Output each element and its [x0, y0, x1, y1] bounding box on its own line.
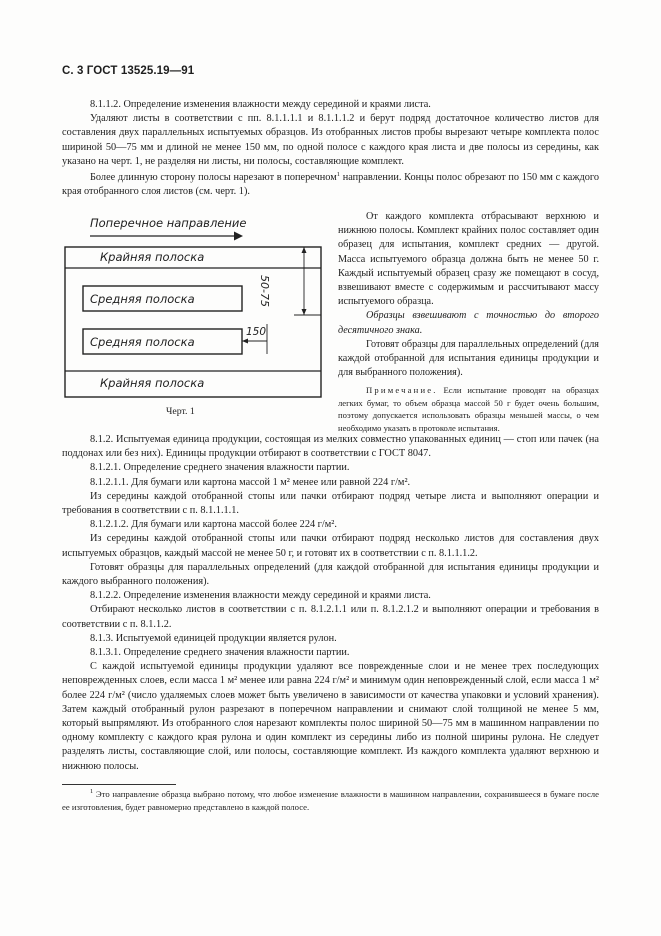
middle-strip-1-label: Средняя полоска — [90, 292, 195, 306]
paragraph: Готовят образцы для параллельных определений (для каждой отобранной для испытания единицы продукции и каждого выбранного положения). — [62, 561, 599, 588]
edge-strip-bottom-label: Крайняя полоска — [100, 376, 205, 390]
paragraph: Образцы взвешивают с точностью до второго десятичного знака. — [338, 310, 599, 336]
note — [338, 384, 599, 434]
paragraph: 8.1.2.1.2. Для бумаги или картона массой более 224 г/м². — [90, 519, 337, 531]
note-label: Примечание. — [366, 385, 438, 396]
text-run: Это направление образца выбрано потому, что любое изменение влажности в машинном направлении, сохранившееся в бумаге после ее изготовления, будет равномерно представлено в каждой полосе. — [62, 789, 599, 812]
paragraph: Из середины каждой отобранной стопы или пачки отбирают подряд несколько листов для составления двух испытуемых образцов, каждый массой не менее 50 г, и готовят их в соответствии с п. 8.1.1.1.2. — [62, 533, 599, 559]
figure-1 — [62, 214, 328, 414]
footnote — [62, 788, 599, 813]
paragraph: 8.1.1.2. Определение изменения влажности между серединой и краями листа. — [90, 99, 431, 110]
arrow-head — [234, 232, 243, 241]
paragraph: 8.1.2.2. Определение изменения влажности между серединой и краями листа. — [90, 590, 431, 602]
footnote-marker: 1 — [90, 788, 94, 795]
text-run: направлении. Концы полос обрезают по 150 мм с каждого края отобранного слоя листов (см. черт. 1). — [62, 172, 599, 198]
paragraph: 8.1.3.1. Определение среднего значения влажности партии. — [90, 647, 350, 659]
text-run: Более длинную сторону полосы нарезают в поперечном — [90, 172, 337, 184]
sheet-outline — [65, 247, 321, 397]
dim-arrow — [302, 247, 307, 253]
paragraph: 8.1.2.1.1. Для бумаги или картона массой 1 м² менее или равной 224 г/м². — [90, 476, 411, 488]
paragraph: От каждого комплекта отбрасывают верхнюю и нижнюю полосы. Комплект крайних полос составляет один образец для испытания, комплект средних — другой. Масса испытуемого образца должна быть не менее 50 г. Каждый испытуемый образец сразу же помещают в сосуд, взвешивают вместе с содержимым и рассчитывают массу испытуемого образца. — [338, 211, 599, 308]
middle-strip-2-label: Средняя полоска — [90, 335, 195, 349]
paragraph: Удаляют листы в соответствии с пп. 8.1.1.1.1 и 8.1.1.1.2 и берут подряд достаточное количество листов для составления двух параллельных испытуемых образцов. Из отобранных листов пробы вырезают четыре комплекта полос шириной 50—75 мм и длиной не менее 150 мм, по одной полосе с каждого края листа и две полосы из середины, как указано на черт. 1, не разделяя ни листы, ни полосы, составляющие комплект. — [62, 113, 599, 167]
top-section — [62, 98, 599, 199]
figure-caption: Черт. 1 — [166, 406, 195, 417]
page-header: С. 3 ГОСТ 13525.19—91 — [62, 65, 195, 77]
edge-strip-top-label: Крайняя полоска — [100, 250, 205, 264]
paragraph: 8.1.3. Испытуемой единицей продукции является рулон. — [90, 632, 337, 644]
footnote-text — [62, 788, 599, 813]
dim-arrow — [242, 339, 248, 344]
main-section — [62, 433, 599, 774]
footnote-separator — [62, 784, 176, 785]
paragraph: Готовят образцы для параллельных определений (для каждой отобранной для испытания единицы продукции и для выбранного положения). — [338, 338, 599, 379]
dim-arrow — [302, 309, 307, 315]
paragraph: Отбирают несколько листов в соответствии с п. 8.1.2.1.1 или п. 8.1.2.1.2 и выполняют операции и требования в соответствии с п. 8.1.1.2. — [62, 604, 599, 630]
footnote-marker: 1 — [336, 171, 340, 179]
paragraph — [62, 171, 599, 199]
paragraph: С каждой испытуемой единицы продукции удаляют все поврежденные слои и не менее трех последующих неповрежденных слоев, если масса 1 м² менее или равна 224 г/м² и минимум один неповрежденный слой, если масса 1 м² более 224 г/м² (число удаляемых слоев может быть увеличено в зависимости от качества упаковки и условий хранения). Затем каждый отобранный рулон разрезают в поперечном направлении и снимают слой толщиной не менее 5 мм, который выпрямляют. Из отобранного слоя нарезают комплекты полос шириной 50—75 мм в машинном направлении по одному комплекту с каждого края рулона и один комплект из середины либо из полной ширины рулона. Не следует разделять листы, составляющие слой, или полосы, составляющие комплект. Из каждого комплекта удаляют верхнюю и нижнюю полосы. — [62, 661, 599, 772]
dimension-length-label: 150 — [246, 326, 267, 338]
paragraph: 8.1.2. Испытуемая единица продукции, состоящая из мелких совместно упакованных единиц — стоп или пачек (на поддонах или без них). Единицы продукции отбирают в соответствии с ГОСТ 8047. — [62, 434, 599, 460]
arrow-label: Поперечное направление — [90, 216, 247, 230]
dimension-width-label: 50-75 — [258, 275, 271, 307]
note-text: Если испытание проводят на образцах легких бумаг, то объем образца массой 50 г будет очень большим, поэтому допускается использовать образцы меньшей массы, о чем необходимо указать в протоколе испытания. — [338, 385, 599, 433]
side-column — [338, 210, 599, 434]
paragraph: Из середины каждой отобранной стопы или пачки отбирают подряд четыре листа и выполняют операции и требования в соответствии с п. 8.1.1.1.1. — [62, 490, 599, 517]
paragraph: 8.1.2.1. Определение среднего значения влажности партии. — [90, 462, 350, 474]
